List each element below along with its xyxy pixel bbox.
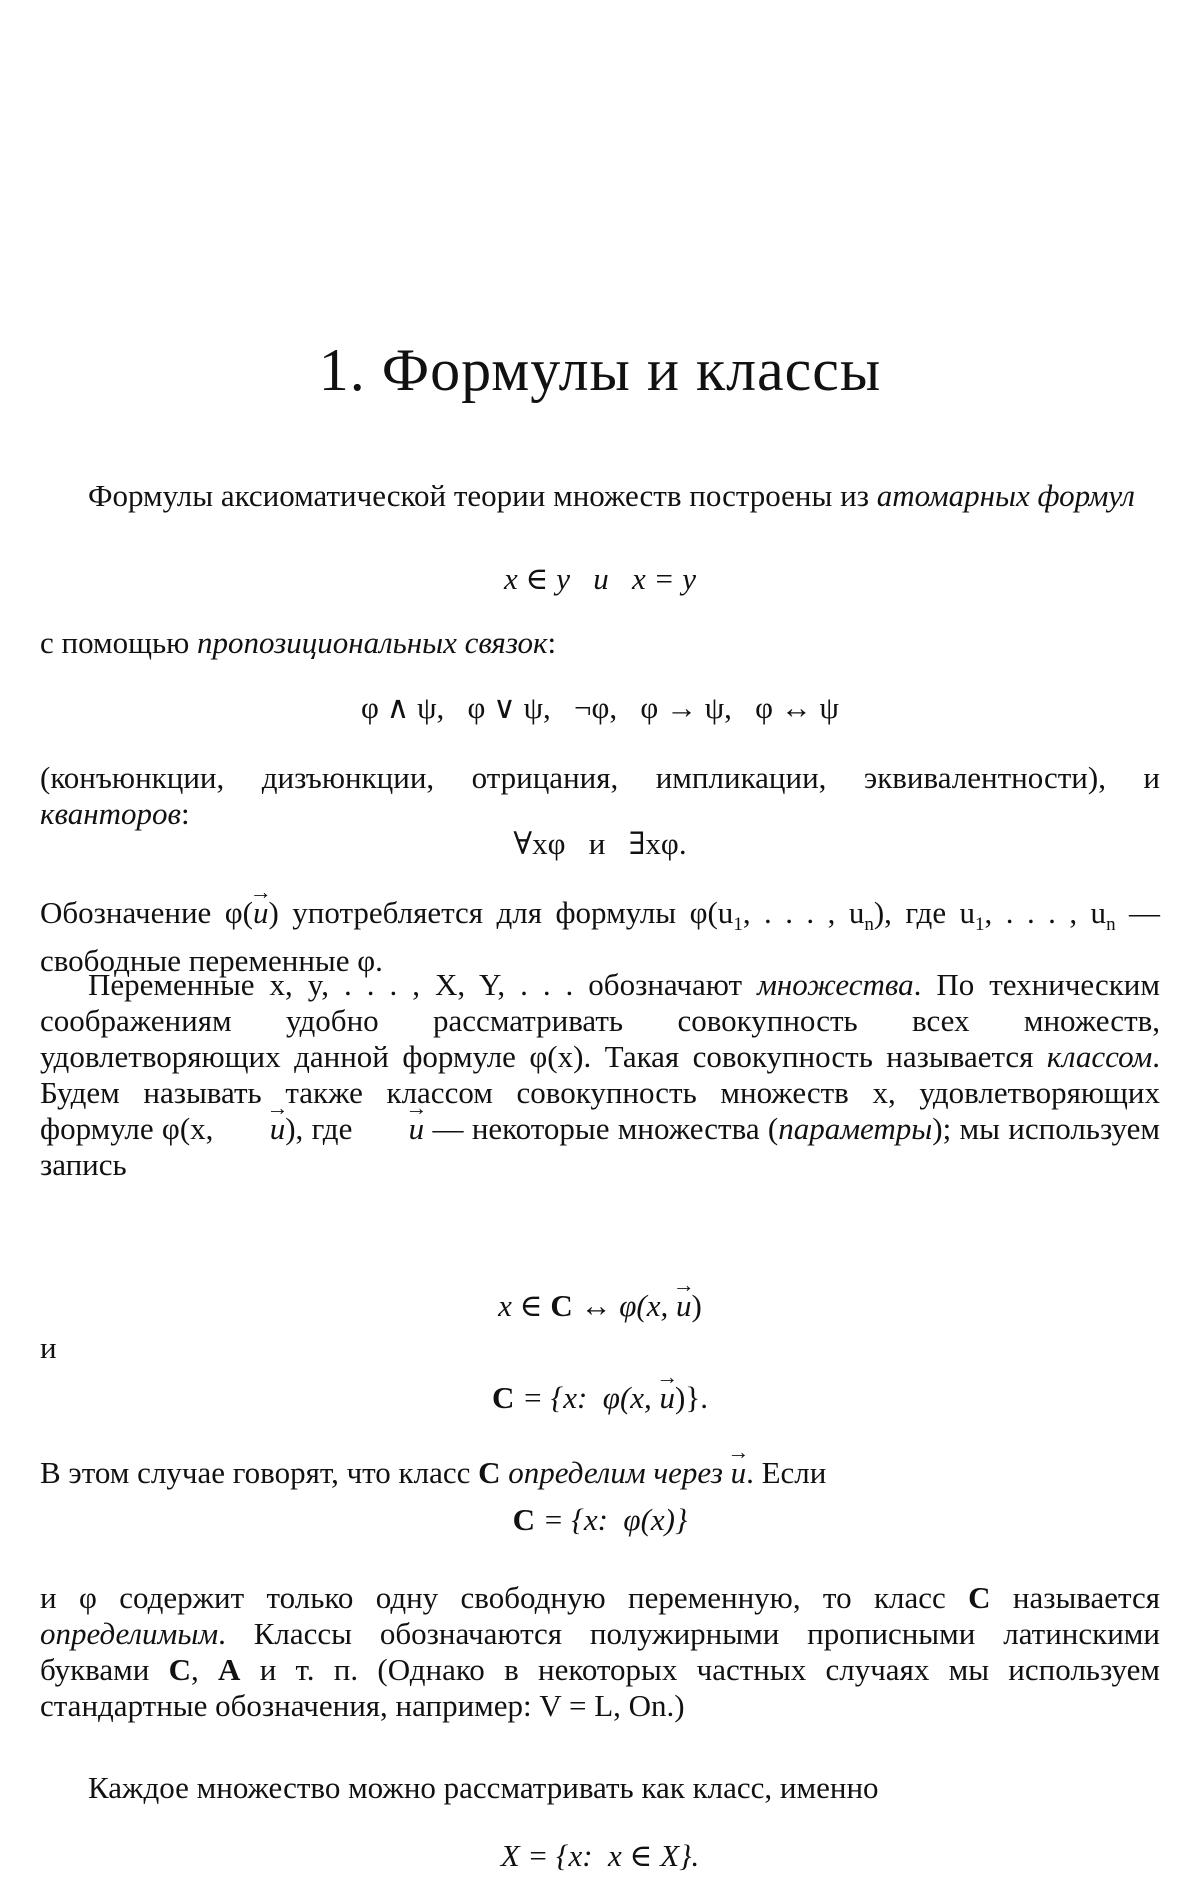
paragraph-atomic-formulas — [40, 478, 1160, 514]
paragraph-definable — [40, 1580, 1160, 1724]
term-definable: определимым — [40, 1616, 219, 1651]
term-connectives: пропозициональных связок — [197, 625, 548, 660]
text: и φ содержит только одну свободную переменную, то класс — [40, 1580, 969, 1615]
text: (конъюнкции, дизъюнкции, отрицания, импликации, эквивалентности), и — [40, 760, 1160, 795]
text: )}. — [675, 1380, 708, 1415]
text: : — [547, 625, 557, 660]
class-C: C — [168, 1652, 192, 1687]
text: . По техническим соображениям удобно рассматривать совокупность всех множеств, удовлетворяющих данной формуле φ(x). Такая совокупность называется — [40, 967, 1160, 1074]
formula-membership — [40, 1288, 1160, 1324]
text: ); мы используем запись — [40, 1111, 1161, 1182]
text: ) — [691, 1288, 702, 1323]
term-class: классом — [1046, 1039, 1153, 1074]
paragraph-quantifiers — [40, 760, 1160, 832]
text: , . . . , u — [742, 895, 865, 930]
text: x ∈ — [498, 1288, 551, 1323]
paragraph-classes — [40, 967, 1160, 1183]
text: = {x: φ(x)} — [535, 1502, 688, 1537]
paragraph-set-as-class: Каждое множество можно рассматривать как класс, именно — [88, 1770, 879, 1805]
paragraph-definable-through — [40, 1455, 1160, 1491]
subscript: 1 — [975, 914, 985, 936]
term-definable-through: определим через — [508, 1455, 723, 1490]
subscript: 1 — [733, 914, 743, 936]
vector-u: → u — [361, 1111, 425, 1147]
paragraph-connectives — [40, 625, 1160, 661]
text: Обозначение φ( — [40, 895, 253, 930]
text: . Будем называть также классом совокупность множеств x, удовлетворяющих формуле φ(x, — [40, 1039, 1160, 1146]
text: называется — [990, 1580, 1160, 1615]
text: : — [180, 796, 190, 831]
text: с помощью — [40, 625, 198, 660]
conjunction-and: и — [40, 1330, 57, 1365]
text: и т. п. (Однако в некоторых частных случаях мы используем стандартные обозначения, например: V = L, On.) — [40, 1652, 1161, 1723]
formula-quantifiers: ∀xφ и ∃xφ. — [513, 826, 687, 861]
vector-u: → u — [253, 895, 269, 931]
formula-class-definition — [40, 1380, 1160, 1416]
term-sets: множества — [757, 967, 914, 1002]
text: . Классы обозначаются полужирными прописными латинскими буквами — [40, 1616, 1160, 1687]
text: Формулы аксиоматической теории множеств построены из — [88, 478, 877, 513]
text: — некоторые множества ( — [424, 1111, 779, 1146]
class-C: C — [492, 1380, 515, 1415]
text: = {x: φ(x, — [514, 1380, 660, 1415]
formula-definable — [40, 1502, 1160, 1538]
formula-set-as-class: X = {x: x ∈ X}. — [500, 1838, 700, 1873]
subscript: n — [1106, 914, 1116, 936]
text: . Если — [746, 1455, 827, 1490]
formula-connectives: φ ∧ ψ, φ ∨ ψ, ¬φ, φ → ψ, φ ↔ ψ — [361, 690, 839, 725]
vector-u: → u — [222, 1111, 286, 1147]
text: , . . . , u — [984, 895, 1107, 930]
vector-u: → u — [676, 1288, 692, 1324]
term-atomic-formulas: атомарных формул — [876, 478, 1135, 513]
subscript: n — [864, 914, 874, 936]
text: Переменные x, y, . . . , X, Y, . . . обозначают — [88, 967, 758, 1002]
vector-u: → u — [731, 1455, 747, 1491]
text: ↔ φ(x, — [572, 1288, 676, 1323]
formula-atomic: x ∈ y и x = y — [504, 561, 696, 596]
class-A: A — [218, 1652, 241, 1687]
text: ), где — [285, 1111, 361, 1146]
class-C: C — [478, 1455, 501, 1490]
term-quantifiers: кванторов — [40, 796, 181, 831]
text: В этом случае говорят, что класс — [40, 1455, 479, 1490]
text: ) употребляется для формулы φ(u — [268, 895, 734, 930]
section-heading: 1. Формулы и классы — [318, 337, 882, 403]
vector-u: → u — [660, 1380, 676, 1416]
text: — свободные переменные φ. — [40, 895, 1161, 979]
class-C: C — [512, 1502, 536, 1537]
text: , — [191, 1652, 219, 1687]
term-parameters: параметры — [778, 1111, 933, 1146]
class-C: C — [550, 1288, 573, 1323]
class-C: C — [968, 1580, 991, 1615]
text: ), где u — [873, 895, 976, 930]
